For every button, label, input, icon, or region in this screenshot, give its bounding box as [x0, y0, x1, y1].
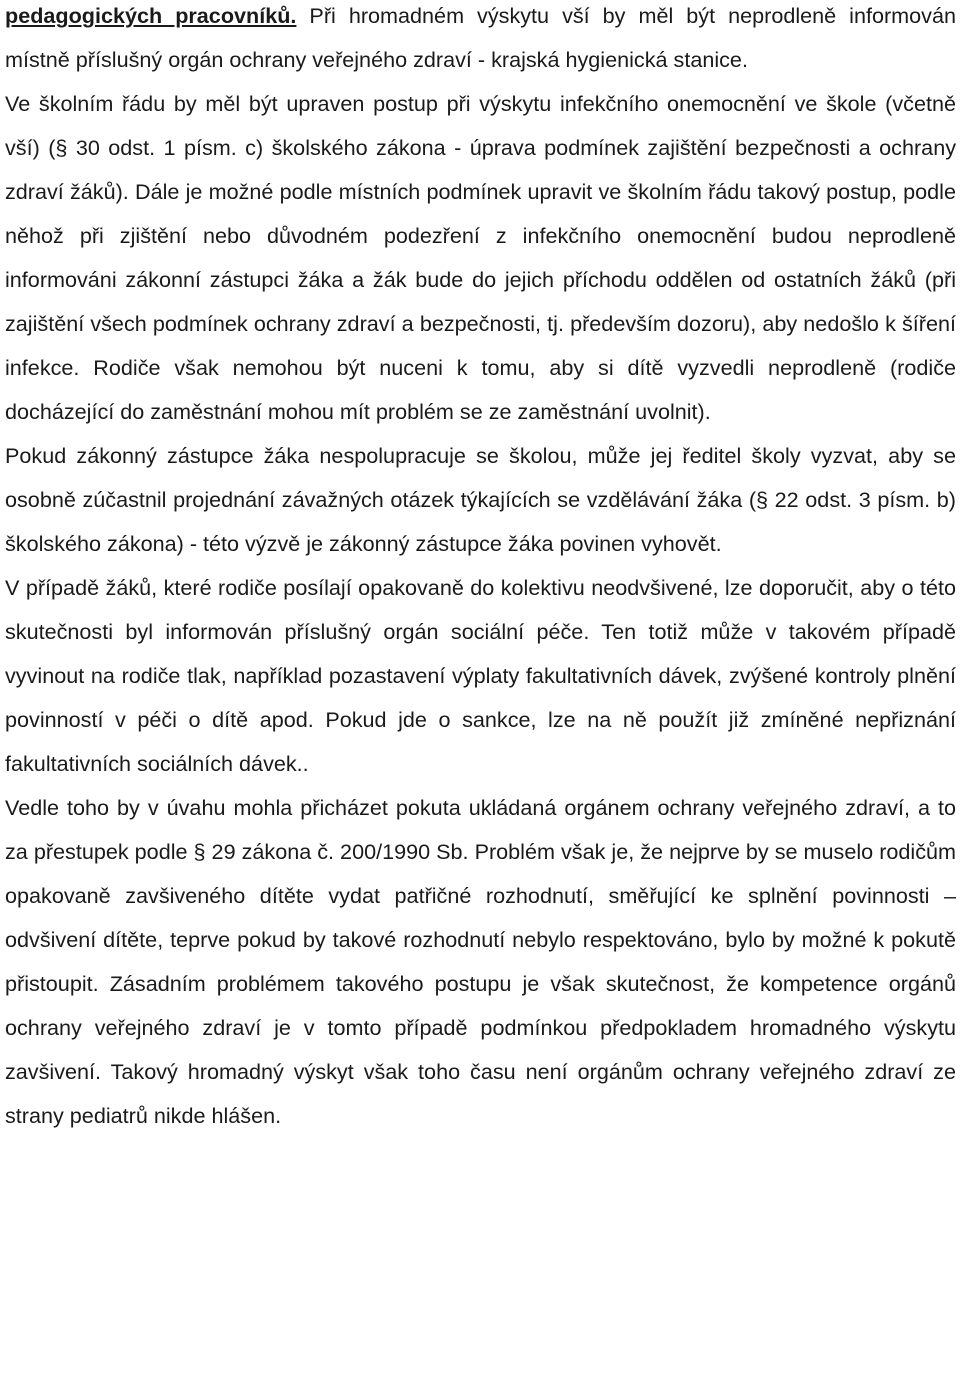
lead-rest-text: Při hromadném výskytu vší by měl být neprodleně informován místně příslušný orgán ochrany veřejného zdraví - krajská hygienická stanice.: [5, 3, 956, 72]
paragraph-intro: [5, 0, 956, 82]
paragraph-school-rules: Ve školním řádu by měl být upraven postup při výskytu infekčního onemocnění ve škole (včetně vší) (§ 30 odst. 1 písm. c) školského zákona - úprava podmínek zajištění bezpečnosti a ochrany zdraví žáků). Dále je možné podle místních podmínek upravit ve školním řádu takový postup, podle něhož při zjištění nebo důvodném podezření z infekčního onemocnění budou neprodleně informováni zákonní zástupci žáka a žák bude do jejich příchodu oddělen od ostatních žáků (při zajištění všech podmínek ochrany zdraví a bezpečnosti, tj. především dozoru), aby nedošlo k šíření infekce. Rodiče však nemohou být nuceni k tomu, aby si dítě vyzvedli neprodleně (rodiče docházející do zaměstnání mohou mít problém se ze zaměstnání uvolnit).: [5, 91, 956, 424]
paragraph-social-care: V případě žáků, které rodiče posílají opakovaně do kolektivu neodvšivené, lze doporučit, aby o této skutečnosti byl informován příslušný orgán sociální péče. Ten totiž může v takovém případě vyvinout na rodiče tlak, například pozastavení výplaty fakultativních dávek, zvýšené kontroly plnění povinností v péči o dítě apod. Pokud jde o sankce, lze na ně použít již zmíněné nepřiznání fakultativních sociálních dávek..: [5, 575, 956, 776]
paragraph-public-health-fine: Vedle toho by v úvahu mohla přicházet pokuta ukládaná orgánem ochrany veřejného zdraví, a to za přestupek podle § 29 zákona č. 200/1990 Sb. Problém však je, že nejprve by se muselo rodičům opakovaně zavšiveného dítěte vydat patřičné rozhodnutí, směřující ke splnění povinnosti – odvšivení dítěte, teprve pokud by takové rozhodnutí nebylo respektováno, bylo by možné k pokutě přistoupit. Zásadním problémem takového postupu je však skutečnost, že kompetence orgánů ochrany veřejného zdraví je v tomto případě podmínkou předpokladem hromadného výskytu zavšivení. Takový hromadný výskyt však toho času není orgánům ochrany veřejného zdraví ze strany pediatrů nikde hlášen.: [5, 795, 956, 1128]
lead-bold-text: pedagogických pracovníků.: [5, 3, 297, 28]
paragraph-guardian-cooperation: Pokud zákonný zástupce žáka nespolupracuje se školou, může jej ředitel školy vyzvat, aby se osobně zúčastnil projednání závažných otázek týkajících se vzdělávání žáka (§ 22 odst. 3 písm. b) školského zákona) - této výzvě je zákonný zástupce žáka povinen vyhovět.: [5, 443, 956, 556]
